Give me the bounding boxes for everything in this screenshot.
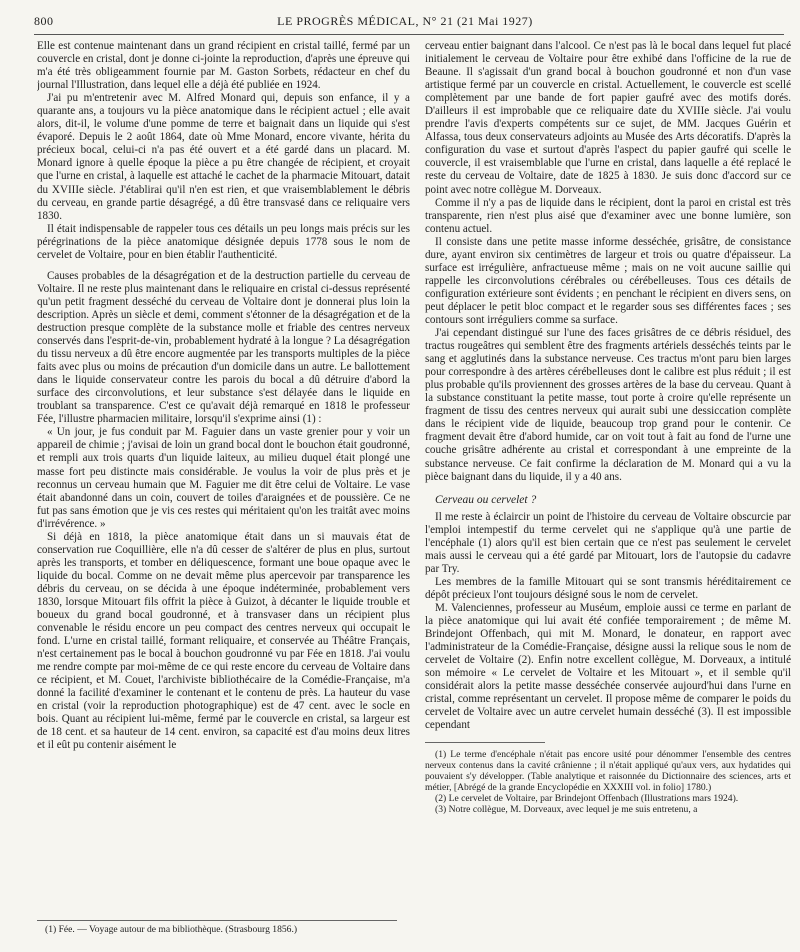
paragraph: M. Valenciennes, professeur au Muséum, emploie aussi ce terme en parlant de la pièce anatomique qui lui avait été confiée temporairement ; de même M. Brindejont Offenbach, qui mit M. Monard, le donateur, en rapport avec l'administrateur de la Comédie-Française, désigne aussi la relique sous le nom de cervelet de Voltaire (2). Enfin notre excellent collègue, M. Dorveaux, a intitulé son mémoire « Le cervelet de Voltaire et les Mitouart », et il semble qu'il considérait alors la petite masse desséchée conservée aujourd'hui dans l'urne en cristal, comme représentant un cervelet. Il propose même de comparer le poids du cervelet de Voltaire avec un autre cervelet humain desséché (3). Il est impossible cependant [425, 601, 791, 732]
footnote-rule [425, 742, 545, 743]
section-heading: Cerveau ou cervelet ? [435, 493, 537, 506]
quotation: « Un jour, je fus conduit par M. Faguier dans un vaste grenier pour y voir un appareil de chimie ; j'avisai de loin un grand bocal dont le bouchon était goudronné, et rempli aux trois quarts d'un liquide laiteux, au milieu duquel était plongé une masse fort peu distincte mais considérable. Je voulus la voir de plus près et je reconnus un cerveau humain que M. Faguier me dit être celui de Voltaire. Le vase était abandonné dans un coin, couvert de toiles d'araignées et de poussière. Ce ne fut pas sans émotion que je vis ces restes qui méritaient qu'on les traitât avec moins d'irrévérence. » [37, 426, 410, 530]
paragraph: cerveau entier baignant dans l'alcool. Ce n'est pas là le bocal dans lequel fut placé initialement le cerveau de Voltaire pour être exhibé dans l'officine de la rue de Beaune. Il s'agissait d'un grand bocal à bouchon goudronné et non d'un vase artistique fermé par un couvercle en cristal. Actuellement, le couvercle est scellé complètement par une bande de fort papier gaufré avec des motifs dorés. D'ailleurs il est improbable que ce reliquaire date du XVIIIe siècle. J'ai voulu prendre l'avis d'experts compétents sur ce sujet, de MM. Jacques Guérin et Alfassa, tous deux conservateurs adjoints au Musée des Arts décoratifs. D'après la configuration du vase et surtout d'après l'aspect du papier gaufré qui scelle le couvercle, il est vraisemblable que l'urne en cristal, dans laquelle a été replacé le reste du cerveau de Voltaire, date de 1825 à 1830. Je suis donc d'accord sur ce point avec notre collègue M. Dorveaux. [425, 40, 791, 196]
paragraph: Si déjà en 1818, la pièce anatomique était dans un si mauvais état de conservation rue Coquillière, elle n'a dû cesser de s'altérer de plus en plus, surtout après les transports, et tomber en déliquescence, formant une boue opaque avec le liquide du bocal. Comme on ne devait même plus apercevoir par transparence les débris du cerveau, on se décida à une époque indéterminée, probablement vers 1830, lorsque Mitouart fils offrit la pièce à Guizot, à décanter le liquide trouble et boueux du grand bocal goudronné, et à transvaser dans un récipient plus convenable le résidu encore un peu compact des centres nerveux qui occupait le fond. L'urne en cristal taillé, formant reliquaire, et conservée au Théâtre Français, n'est certainement pas le bocal à bouchon goudronné vu par Fée en 1818. J'ai voulu me rendre compte par moi-même de ce qui reste encore du cerveau de Voltaire dans ce récipient, et M. Couet, l'archiviste bibliothécaire de la Comédie-Française, m'a donné la facilité d'examiner le contenant et le contenu de près. La hauteur du vase en cristal (voir la reproduction photographique) est de 47 cent. avec le socle en bois. Quant au récipient lui-même, fermé par le couvercle en cristal, sa largeur est de 18 cent. et sa hauteur de 14 cent. environ, sa capacité est d'au moins deux litres et il eût pu contenir aisément le [37, 530, 410, 752]
footnote: (3) Notre collègue, M. Dorveaux, avec lequel je me suis entretenu, a [435, 804, 698, 816]
paragraph: Elle est contenue maintenant dans un grand récipient en cristal taillé, fermé par un couvercle en cristal, dont je donne ci-jointe la reproduction, d'après une épreuve qui m'a été très obligeamment fournie par M. Gaston Sorbets, rédacteur en chef du journal l'Illustration, dans lequel elle a déjà été publiée en 1924. [37, 40, 410, 92]
footnote: (1) Fée. — Voyage autour de ma bibliothèque. (Strasbourg 1856.) [45, 924, 298, 935]
footnote: (2) Le cervelet de Voltaire, par Brindejont Offenbach (Illustrations mars 1924). [435, 793, 739, 805]
paragraph: Les membres de la famille Mitouart qui se sont transmis héréditairement ce dépôt précieux l'ont toujours désigné sous le nom de cervelet. [425, 575, 791, 601]
paragraph: J'ai pu m'entretenir avec M. Alfred Monard qui, depuis son enfance, il y a quarante ans, a toujours vu la pièce anatomique dans le récipient actuel ; elle avait alors, dit-il, le volume d'une pomme de terre et baignait dans un liquide qui s'est évaporé. Depuis le 2 août 1864, date où Mme Monard, encore vivante, hérita du précieux bocal, celui-ci n'a pas été ouvert et a été gardé dans un placard. M. Monard ignore à quelle époque la pièce a pu être changée de récipient, et croyait que l'urne en cristal, à laquelle est attaché le cachet de la pharmacie Mitouart, datait du XVIIIe siècle. J'établirai qu'il n'en est rien, et que vraisemblablement le débris du cerveau, en grande partie désagrégé, a dû être transvasé dans ce reliquaire vers 1830. [37, 92, 410, 222]
left-footnotes [37, 920, 410, 937]
running-title: LE PROGRÈS MÉDICAL, N° 21 (21 Mai 1927) [277, 14, 533, 28]
paragraph: Comme il n'y a pas de liquide dans le récipient, dont la paroi en cristal est très transparente, rien n'est plus aisé que d'examiner avec une bonne lumière, son contenu actuel. [425, 196, 791, 235]
paragraph: Il consiste dans une petite masse informe desséchée, grisâtre, de consistance dure, ayant environ six centimètres de largeur et trois ou quatre d'épaisseur. La surface est irrégulière, anfractueuse même ; mais on ne voit aucune saillie qui rappelle les circonvolutions cérébrales ou cérébelleuses. Tous ces détails de configuration extérieure sont évidents ; en penchant le récipient en divers sens, on peut déplacer le petit bloc compact et le regarder sous ses différentes faces ; ses contours sont irréguliers comme sa surface. [425, 235, 791, 326]
running-header [34, 12, 776, 32]
paragraph: J'ai cependant distingué sur l'une des faces grisâtres de ce débris résiduel, des tractus rougeâtres qui semblent être des fragments artériels desséchés teints par le sang et agglutinés dans la substance nerveuse. Ces tractus m'ont paru bien larges pour correspondre à des artères cérébelleuses dont le calibre est plus réduit ; il est plus probable qu'ils proviennent des grosses artères de la base du cerveau. Quant à la substance constituant la petite masse, tout porte à croire qu'elle représente un fragment de tissu des centres nerveux qui aurait subi une dessiccation complète dans le récipient vide de liquide, beaucoup trop grand pour le contenir. Ce fragment devait être d'abord humide, car on voit tout à fait au fond de l'urne une couche grisâtre adhérente au cristal et correspondant à une empreinte de la substance nerveuse. Ce fait confirme la déclaration de M. Monard qui a vu la pièce baignant dans du liquide, il y a 40 ans. [425, 327, 791, 483]
page-number: 800 [34, 14, 54, 28]
header-rule [34, 34, 784, 35]
footnote: (1) Le terme d'encéphale n'était pas encore usité pour dénommer l'ensemble des centres nerveux contenus dans la cavité crânienne ; il n'était appliqué qu'aux vers, aux hydatides qui pouvaient s'y développer. (Table analytique et raisonnée du Dictionnaire des sciences, arts et métier, [Abrégé de la grande Encyclopédie en XXXIII vol. in folio] 1780.) [425, 749, 791, 794]
footnote-rule [37, 920, 397, 921]
paragraph: Il me reste à éclaircir un point de l'histoire du cerveau de Voltaire obscurcie par l'emploi intempestif du terme cervelet qui ne s'applique qu'à une partie de l'encéphale (1) alors qu'il est bien certain que ce n'est pas seulement le cervelet mais aussi le cerveau qui a été gardé par Mitouart, lors de l'autopsie du cadavre par Try. [425, 510, 791, 575]
left-column [37, 40, 410, 940]
paragraph: Il était indispensable de rappeler tous ces détails un peu longs mais précis sur les pérégrinations de la pièce anatomique désignée depuis 1778 sous le nom de cervelet de Voltaire, pour en bien établir l'authenticité. [37, 222, 410, 261]
right-column [425, 40, 791, 940]
paragraph-section-causes: Causes probables de la désagrégation et de la destruction partielle du cerveau de Voltaire. Il ne reste plus maintenant dans le reliquaire en cristal ci-dessus représenté qu'un petit fragment desséché du cerveau de Voltaire dont je donnerai plus loin la description. Après un siècle et demi, comment s'étonner de la désagrégation et de la destruction presque complète de la substance molle et friable des centres nerveux conservés dans l'esprit-de-vin, probablement hydraté à la longue ? La désagrégation du tissu nerveux a dû être encore augmentée par les transports multiples de la pièce faits avec plus ou moins de précaution d'un domicile dans un autre. Le ballottement dans le liquide conservateur contre les parois du bocal a dû détruire d'abord la surface des circonvolutions, et leur substance s'est délayée dans le liquide en troublant sa transparence. C'est ce qu'avait déjà remarqué en 1818 le professeur Fée, l'illustre pharmacien militaire, lorsqu'il s'exprime ainsi (1) : [37, 269, 410, 426]
